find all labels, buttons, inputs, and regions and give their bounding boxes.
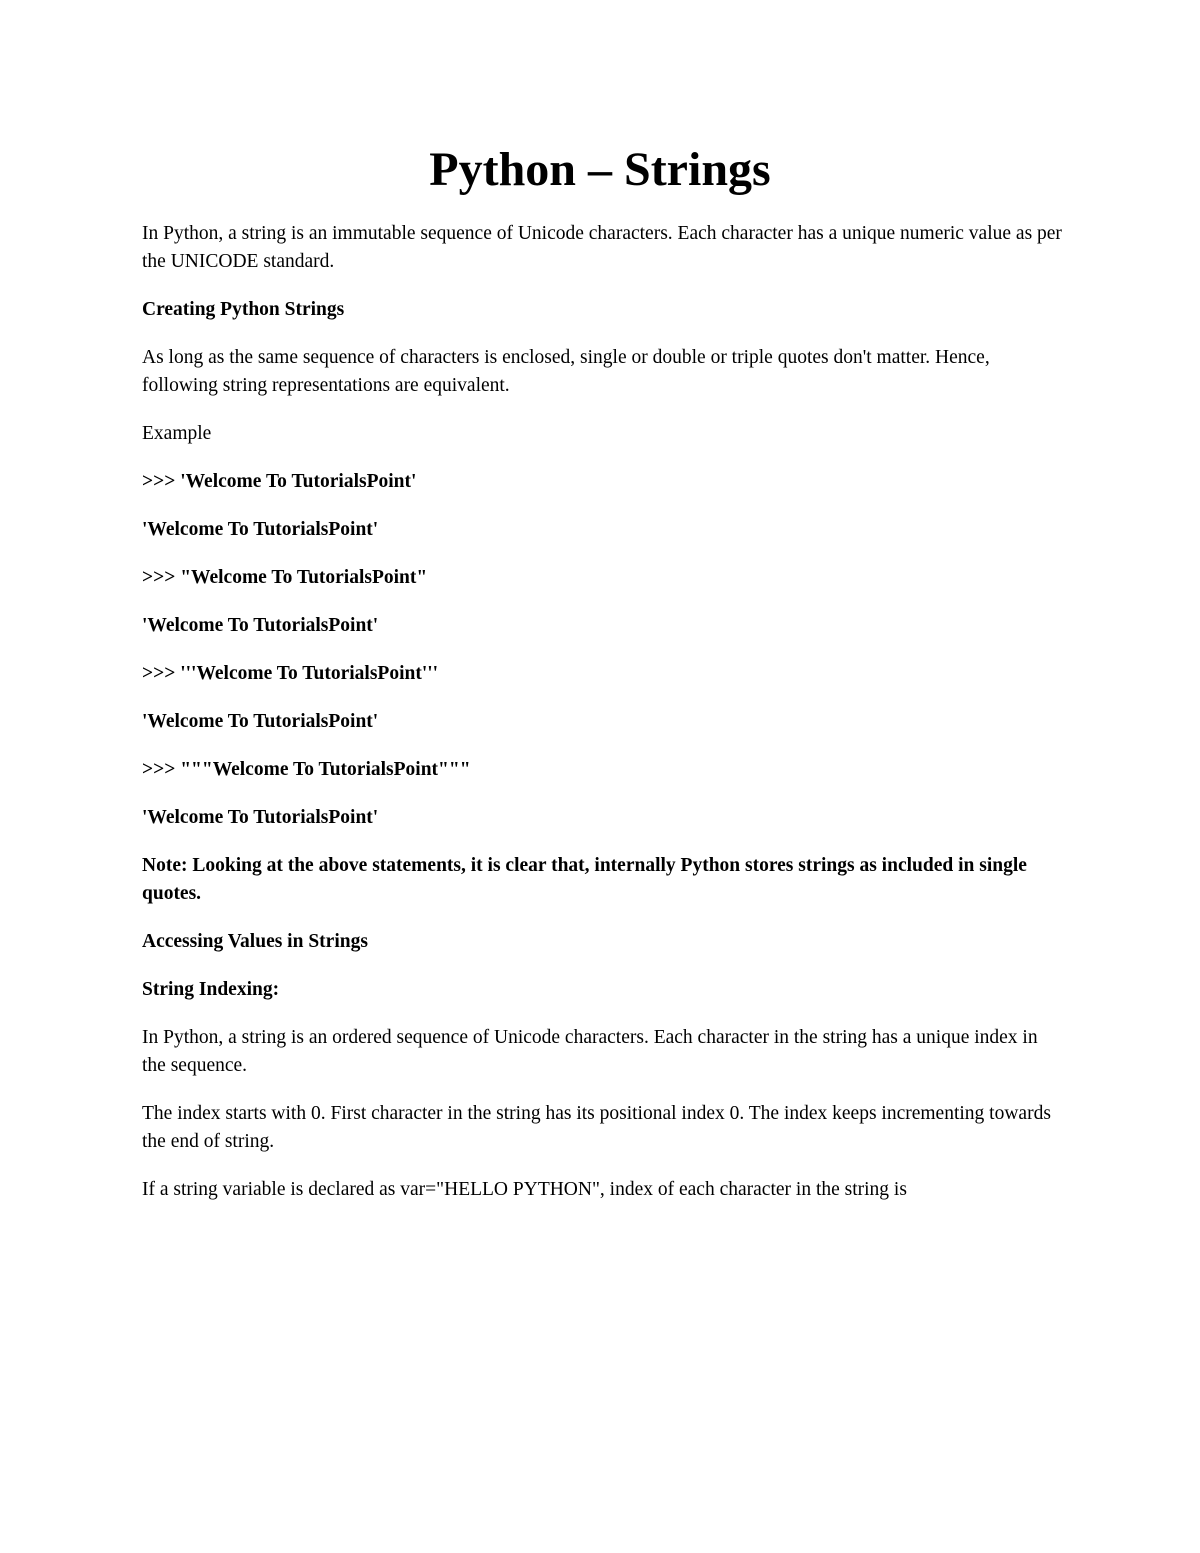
variable-declaration-paragraph: If a string variable is declared as var="HELLO PYTHON", index of each character in the string is (142, 1179, 907, 1200)
quotes-explanation-paragraph: As long as the same sequence of characters is enclosed, single or double or triple quotes don't matter. Hence, following string representations are equivalent. (142, 347, 990, 396)
code-output-1: 'Welcome To TutorialsPoint' (142, 519, 379, 540)
note-paragraph: Note: Looking at the above statements, it is clear that, internally Python stores strings as included in single quotes. (142, 855, 1027, 904)
code-output-3: 'Welcome To TutorialsPoint' (142, 711, 379, 732)
section-heading-creating-strings: Creating Python Strings (142, 299, 345, 320)
code-output-2: 'Welcome To TutorialsPoint' (142, 615, 379, 636)
ordered-sequence-paragraph: In Python, a string is an ordered sequence of Unicode characters. Each character in the string has a unique index in the sequence. (142, 1027, 1038, 1076)
subsection-heading-string-indexing: String Indexing: (142, 979, 280, 1000)
section-heading-accessing-values: Accessing Values in Strings (142, 931, 368, 952)
code-input-single-quotes: >>> 'Welcome To TutorialsPoint' (142, 471, 417, 492)
index-start-paragraph: The index starts with 0. First character in the string has its positional index 0. The index keeps incrementing towards the end of string. (142, 1103, 1051, 1152)
intro-paragraph: In Python, a string is an immutable sequence of Unicode characters. Each character has a unique numeric value as per the UNICODE standard. (142, 223, 1062, 272)
code-output-4: 'Welcome To TutorialsPoint' (142, 807, 379, 828)
page-title: Python – Strings (429, 143, 771, 196)
example-label: Example (142, 423, 212, 444)
code-input-triple-double-quotes: >>> """Welcome To TutorialsPoint""" (142, 759, 471, 780)
code-input-double-quotes: >>> "Welcome To TutorialsPoint" (142, 567, 428, 588)
code-input-triple-single-quotes: >>> '''Welcome To TutorialsPoint''' (142, 663, 439, 684)
document-body (142, 220, 1062, 1224)
